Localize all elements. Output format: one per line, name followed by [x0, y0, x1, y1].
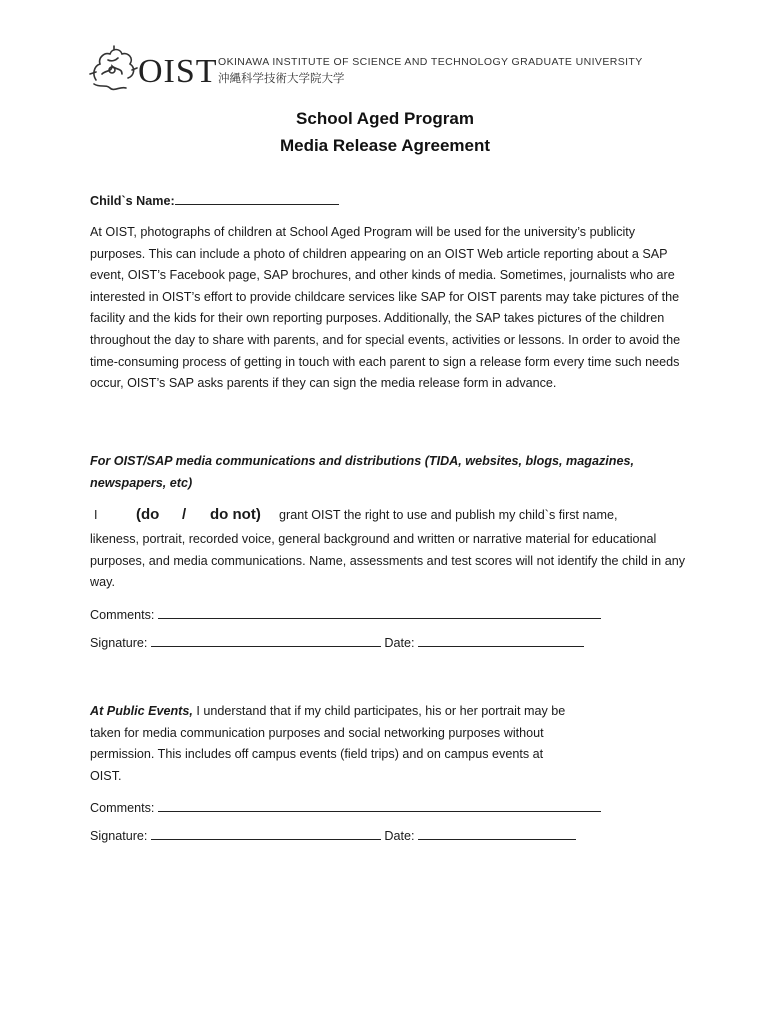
institute-name-japanese: 沖縄科学技術大学院大学 — [218, 73, 345, 85]
child-name-label: Child`s Name: — [90, 194, 175, 208]
section2-heading: At Public Events, — [90, 704, 193, 718]
option-do[interactable]: (do — [136, 506, 160, 523]
option-do-not[interactable]: do not) — [210, 506, 261, 523]
section2-comments-row — [90, 799, 601, 815]
section1-signature-blank[interactable] — [151, 634, 381, 647]
option-slash: / — [182, 506, 187, 523]
logo-wordmark: OIST — [138, 53, 218, 90]
comments-label: Comments: — [90, 608, 155, 622]
section2-signature-row — [90, 827, 576, 843]
section1-heading: For OIST/SAP media communications and distributions (TIDA, websites, blogs, magazines, newspapers, etc) — [90, 454, 634, 490]
signature-label: Signature: — [90, 636, 148, 650]
section1-body: likeness, portrait, recorded voice, general background and written or narrative material for educational purposes, and media communications. Name, assessments and test scores will not identify the child in any way. — [90, 532, 685, 590]
child-name-field — [90, 192, 339, 208]
section2-paragraph — [90, 701, 570, 787]
grant-text: grant OIST the right to use and publish my child`s first name, — [279, 508, 618, 522]
section1-comments-blank[interactable] — [158, 606, 601, 619]
oist-logo-icon — [88, 44, 138, 96]
institute-name-english: OKINAWA INSTITUTE OF SCIENCE AND TECHNOLOGY GRADUATE UNIVERSITY — [218, 56, 643, 68]
intro-paragraph: At OIST, photographs of children at School Aged Program will be used for the university’s publicity purposes. This can include a photo of children appearing on an OIST Web article reporting about a SAP event, OIST’s Facebook page, SAP brochures, and other kinds of media. Sometimes, journalists who are interested in OIST’s effort to provide childcare services like SAP for OIST parents may take pictures of the facility and the kids for their own reporting purposes. Additionally, the SAP takes pictures of the children throughout the day to share with parents, and for special events, activities or lessons. In order to avoid the time-consuming process of getting in touch with each parent to sign a release form every time such needs occur, OIST’s SAP asks parents if they can sign the media release form in advance. — [90, 225, 681, 391]
date-label: Date: — [384, 829, 415, 843]
title-line-1: School Aged Program — [296, 109, 474, 128]
section1-signature-row — [90, 634, 584, 650]
date-label: Date: — [384, 636, 415, 650]
section2-signature-blank[interactable] — [151, 827, 381, 840]
letterhead — [88, 42, 643, 98]
section1-date-blank[interactable] — [418, 634, 584, 647]
consent-choice-line — [90, 506, 618, 523]
section2-comments-blank[interactable] — [158, 799, 601, 812]
section1-comments-row — [90, 606, 601, 622]
signature-label: Signature: — [90, 829, 148, 843]
comments-label: Comments: — [90, 801, 155, 815]
title-line-2: Media Release Agreement — [279, 136, 491, 155]
section2-body: I understand that if my child participates, his or her portrait may be taken for media communication purposes and social networking purposes without permission. This includes off campus events (field trips) and on campus events at OIST. — [90, 704, 566, 783]
child-name-blank[interactable] — [175, 192, 339, 205]
pronoun-i: I — [94, 508, 98, 522]
section2-date-blank[interactable] — [418, 827, 576, 840]
